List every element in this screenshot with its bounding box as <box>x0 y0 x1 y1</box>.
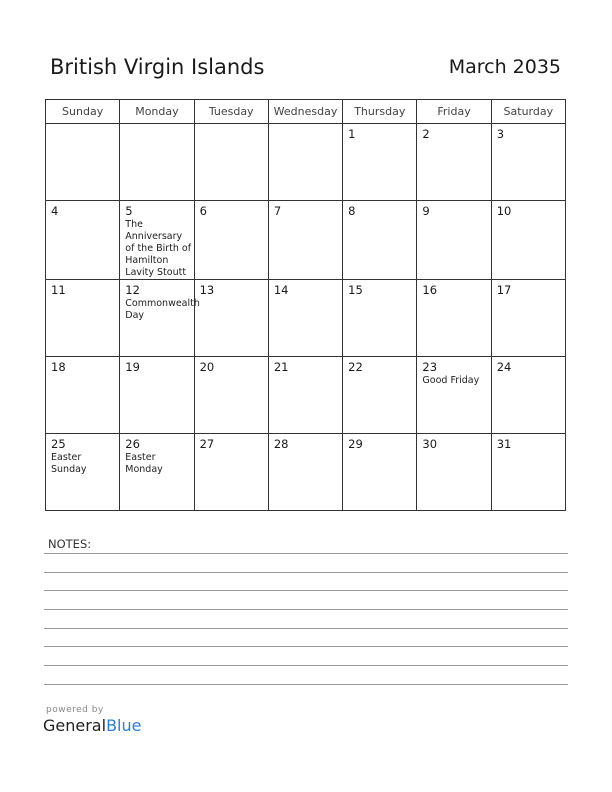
day-number: 23 <box>422 360 438 374</box>
holiday-label <box>46 128 119 129</box>
weekday-header: Wednesday <box>268 100 342 124</box>
note-line <box>44 684 568 685</box>
holiday-label <box>343 141 416 142</box>
day-number: 4 <box>51 204 59 218</box>
day-cell <box>120 124 194 201</box>
holiday-label: Easter Monday <box>125 452 163 475</box>
holiday-label <box>417 297 490 298</box>
note-line <box>44 572 568 573</box>
holiday-label <box>195 128 268 129</box>
day-number: 12 <box>125 283 140 297</box>
day-number: 27 <box>199 437 215 451</box>
weekday-header: Friday <box>417 100 491 124</box>
weekday-header: Saturday <box>491 100 565 124</box>
day-number: 20 <box>199 360 215 374</box>
day-cell <box>268 201 342 280</box>
day-number: 8 <box>348 204 356 218</box>
generalblue-logo <box>43 716 141 735</box>
day-number: 17 <box>496 283 512 297</box>
day-number: 15 <box>348 283 363 297</box>
notes-label: NOTES: <box>48 537 92 551</box>
weekday-header-row <box>46 100 566 124</box>
holiday-label <box>417 141 490 142</box>
weekday-header: Thursday <box>343 100 417 124</box>
weekday-header: Sunday <box>46 100 120 124</box>
day-number: 25 <box>51 437 66 451</box>
week-row <box>46 280 566 357</box>
day-cell <box>343 434 417 511</box>
holiday-label <box>343 218 416 219</box>
day-number: 11 <box>51 283 66 297</box>
holiday-label <box>492 374 565 375</box>
day-number: 28 <box>273 437 289 451</box>
holiday-label <box>120 374 193 375</box>
day-cell <box>491 357 565 434</box>
brand-blue-text: Blue <box>106 716 142 735</box>
day-cell <box>491 201 565 280</box>
day-cell <box>46 357 120 434</box>
day-cell <box>417 280 491 357</box>
holiday-label <box>269 128 342 129</box>
day-number: 13 <box>199 283 215 297</box>
day-cell <box>343 124 417 201</box>
day-number: 5 <box>125 204 133 218</box>
holiday-label <box>492 297 565 298</box>
note-line <box>44 590 568 591</box>
note-line <box>44 628 568 629</box>
note-line <box>44 646 568 647</box>
day-cell <box>268 357 342 434</box>
day-cell <box>343 357 417 434</box>
day-cell <box>491 280 565 357</box>
day-number: 14 <box>273 283 289 297</box>
day-cell <box>194 201 268 280</box>
holiday-label <box>195 374 268 375</box>
holiday-label <box>417 218 490 219</box>
day-cell <box>417 434 491 511</box>
day-cell <box>417 357 491 434</box>
day-cell <box>491 434 565 511</box>
day-number: 21 <box>273 360 289 374</box>
day-cell <box>46 201 120 280</box>
holiday-label <box>343 451 416 452</box>
holiday-label <box>269 451 342 452</box>
powered-by-label: powered by <box>46 705 104 715</box>
day-number: 1 <box>348 127 356 141</box>
day-number: 6 <box>199 204 207 218</box>
weekday-header: Tuesday <box>194 100 268 124</box>
day-number: 31 <box>496 437 512 451</box>
day-number: 24 <box>496 360 512 374</box>
day-number: 19 <box>125 360 140 374</box>
holiday-label <box>195 451 268 452</box>
day-number: 3 <box>496 127 505 141</box>
week-row <box>46 434 566 511</box>
day-cell <box>417 124 491 201</box>
holiday-label: Easter Sunday <box>51 452 87 475</box>
holiday-label: Good Friday <box>422 375 480 386</box>
day-cell <box>120 280 200 357</box>
country-title: British Virgin Islands <box>50 55 265 79</box>
day-cell <box>194 280 268 357</box>
calendar-grid <box>45 99 566 511</box>
week-row <box>46 201 566 280</box>
note-line <box>44 665 568 666</box>
day-cell <box>268 124 342 201</box>
holiday-label <box>120 128 193 129</box>
holiday-label <box>417 451 490 452</box>
day-number: 16 <box>422 283 438 297</box>
day-number: 18 <box>51 360 66 374</box>
day-cell <box>417 201 491 280</box>
day-number: 10 <box>496 204 512 218</box>
day-number: 9 <box>422 204 430 218</box>
holiday-label <box>46 374 119 375</box>
holiday-label <box>269 374 342 375</box>
holiday-label <box>492 141 565 142</box>
holiday-label <box>343 374 416 375</box>
day-number: 30 <box>422 437 438 451</box>
holiday-label: Commonwealth Day <box>125 298 200 321</box>
note-line <box>44 609 568 610</box>
holiday-label <box>46 218 119 219</box>
day-cell <box>343 280 417 357</box>
day-cell <box>120 201 194 280</box>
day-number: 29 <box>348 437 363 451</box>
holiday-label <box>343 297 416 298</box>
holiday-label <box>269 297 342 298</box>
week-row <box>46 357 566 434</box>
day-number: 22 <box>348 360 363 374</box>
day-cell <box>46 280 120 357</box>
holiday-label <box>195 297 268 298</box>
day-cell <box>343 201 417 280</box>
holiday-label <box>492 218 565 219</box>
brand-general-text: General <box>43 716 107 735</box>
day-cell <box>194 434 268 511</box>
day-cell <box>120 434 194 511</box>
day-cell <box>268 434 342 511</box>
holiday-label <box>195 218 268 219</box>
day-cell <box>120 357 194 434</box>
holiday-label: The Anniversary of the Birth of Hamilton Lavity Stoutt <box>125 219 192 278</box>
day-cell <box>46 434 120 511</box>
day-number: 2 <box>422 127 430 141</box>
day-cell <box>194 357 268 434</box>
week-row <box>46 124 566 201</box>
day-number: 7 <box>273 204 282 218</box>
day-cell <box>46 124 120 201</box>
holiday-label <box>46 297 119 298</box>
note-line <box>44 553 568 554</box>
weekday-header: Monday <box>120 100 194 124</box>
day-cell <box>194 124 268 201</box>
day-cell <box>268 280 342 357</box>
day-number: 26 <box>125 437 140 451</box>
month-year-title: March 2035 <box>448 56 561 78</box>
holiday-label <box>492 451 565 452</box>
holiday-label <box>269 218 342 219</box>
day-cell <box>491 124 565 201</box>
